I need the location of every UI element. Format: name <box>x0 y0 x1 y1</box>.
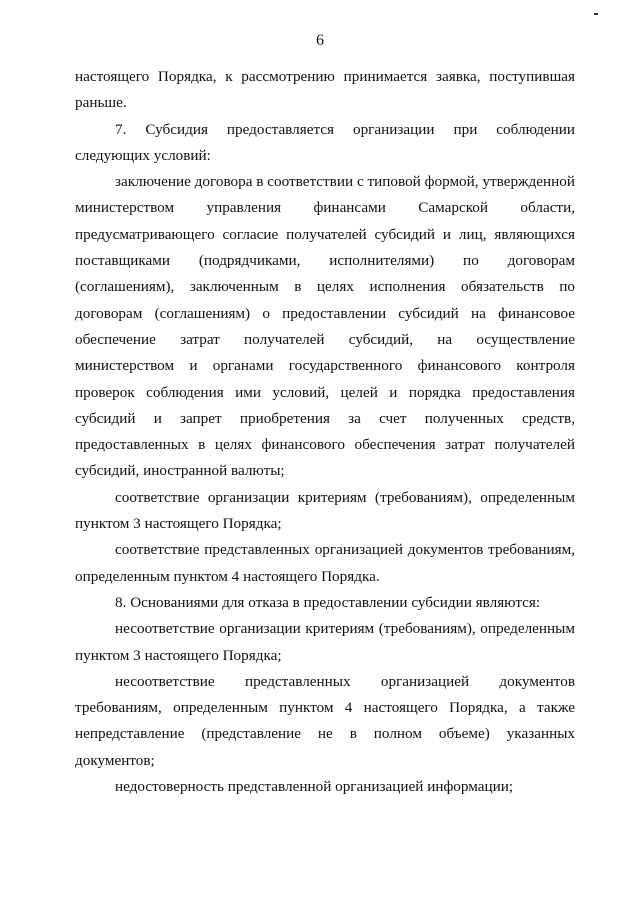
text-line: определенным пунктом 4 настоящего Порядка. <box>75 567 380 585</box>
text-line: предусматривающего согласие получателей субсидий и лиц, являющихся <box>75 225 575 243</box>
text-line: субсидий и запрет приобретения за счет полученных средств, <box>75 409 575 427</box>
text-line: обеспечение затрат получателей субсидий, на осуществление <box>75 330 575 348</box>
text-line: министерством управления финансами Самарской области, <box>75 199 575 217</box>
text-line: (соглашениям), заключенным в целях исполнения обязательств по <box>75 278 575 296</box>
text-line: несоответствие организации критериям (требованиям), определенным <box>115 620 575 638</box>
paragraph <box>75 669 575 774</box>
page-number: 6 <box>316 32 324 49</box>
paragraph <box>75 616 575 669</box>
paragraph <box>75 485 575 538</box>
text-line: 7. Субсидия предоставляется организации при соблюдении <box>115 120 575 138</box>
text-line: следующих условий: <box>75 146 211 164</box>
text-line: соответствие представленных организацией документов требованиям, <box>115 541 575 559</box>
text-line: настоящего Порядка, к рассмотрению принимается заявка, поступившая <box>75 68 575 85</box>
paragraph <box>75 169 575 485</box>
document-body <box>75 64 575 800</box>
text-line: соответствие организации критериям (требованиям), определенным <box>115 488 575 506</box>
text-line: непредставление (представление не в полном объеме) указанных <box>75 725 575 743</box>
paragraph <box>75 590 575 616</box>
text-line: поставщиками (подрядчиками, исполнителями) по договорам <box>75 252 575 270</box>
text-line: субсидий, иностранной валюты; <box>75 462 285 480</box>
paragraph <box>75 774 575 800</box>
scan-artifact <box>594 13 598 15</box>
text-line: раньше. <box>75 94 127 112</box>
text-line: договорам (соглашениям) о предоставлении субсидий на финансовое <box>75 304 575 322</box>
paragraph <box>75 64 575 117</box>
paragraph <box>75 537 575 590</box>
text-line: документов; <box>75 751 155 769</box>
text-line: министерством и органами государственного финансового контроля <box>75 357 575 375</box>
paragraph <box>75 117 575 170</box>
text-line: пунктом 3 настоящего Порядка; <box>75 646 282 664</box>
text-line: пунктом 3 настоящего Порядка; <box>75 515 282 533</box>
text-line: заключение договора в соответствии с типовой формой, утвержденной <box>115 173 575 191</box>
text-line: 8. Основаниями для отказа в предоставлении субсидии являются: <box>115 593 541 611</box>
text-line: требованиям, определенным пунктом 4 настоящего Порядка, а также <box>75 699 575 717</box>
text-line: предоставленных в целях финансового обеспечения затрат получателей <box>75 436 575 454</box>
text-line: несоответствие представленных организацией документов <box>115 672 575 690</box>
text-line: проверок соблюдения ими условий, целей и порядка предоставления <box>75 383 575 401</box>
text-line: недостоверность представленной организацией информации; <box>115 778 514 796</box>
